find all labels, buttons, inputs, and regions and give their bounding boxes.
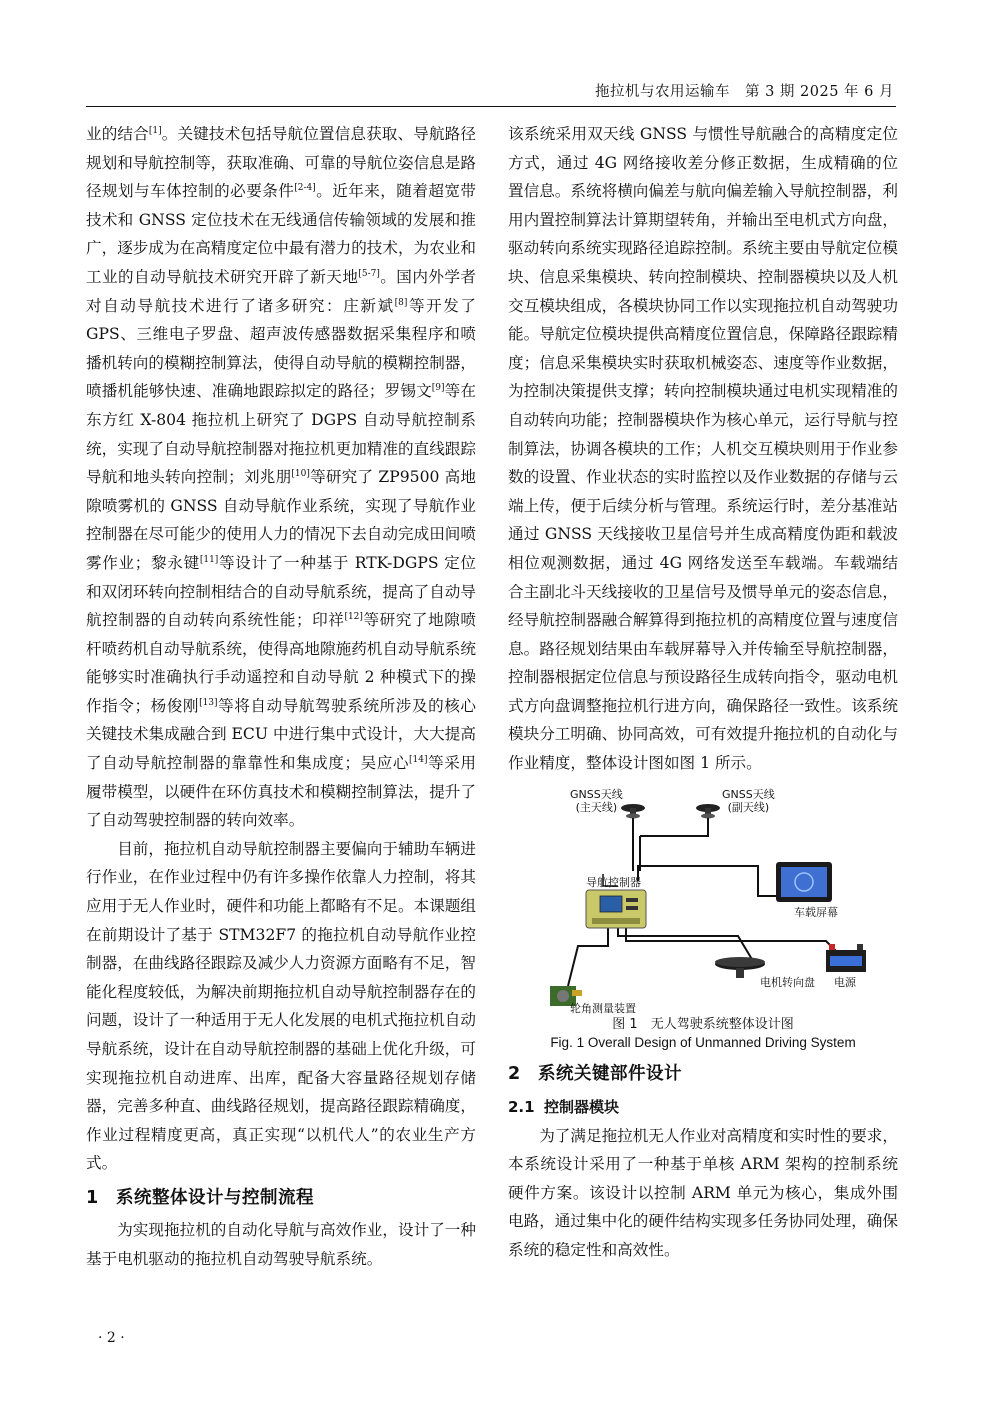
citation[interactable]: [12] <box>344 612 363 623</box>
label-power: 电源 <box>834 975 856 989</box>
subsection-title: 控制器模块 <box>544 1097 620 1116</box>
gnss-main-antenna-icon <box>621 804 645 819</box>
header-rule <box>86 106 896 107</box>
citation[interactable]: [2-4] <box>294 183 316 194</box>
citation[interactable]: [10] <box>291 469 310 480</box>
section-number: 2 <box>508 1063 521 1084</box>
gnss-sub-antenna-icon <box>696 804 720 819</box>
paragraph-section-1: 为实现拖拉机的自动化导航与高效作业，设计了一种基于电机驱动的拖拉机自动驾驶导航系统。 <box>86 1220 476 1268</box>
section-title: 系统关键部件设计 <box>538 1063 682 1084</box>
citation[interactable]: [5-7] <box>358 268 380 279</box>
section-1-heading <box>86 1182 476 1214</box>
paragraph-intro: 业的结合[1]。关键技术包括导航位置信息获取、导航路径规划和导航控制等，获取准确、可靠的导航位姿信息是路径规划与车体控制的必要条件[2-4]。近年来，随着超宽带技术和 GNSS 定位技术在无线通信传输领域的发展和推广，逐步成为在高精度定位中最有潜力的技术，为农业和工业的自动导航技术研究开辟了新天地[5-7]。国内外学者对自动导航技术进行了诸多研究：庄新斌[8]等开发了 GPS、三维电子罗盘、超声波传感器数据采集程序和喷播机转向的模糊控制算法，使得自动导航的模糊控制器，喷播机能够快速、准确地跟踪拟定的路径；罗锡文[9]等在东方红 X-804 拖拉机上研究了 DGPS 自动导航控制系统，实现了自动导航控制器对拖拉机更加精准的直线跟踪导航和地头转向控制；刘兆朋[10]等研究了 ZP9500 高地隙喷雾机的 GNSS 自动导航作业系统，实现了导航作业控制器在尽可能少的使用人力的情况下去自动完成田间喷雾作业；黎永键[11]等设计了一种基于 RTK-DGPS 定位和双闭环转向控制相结合的自动导航系统，提高了自动导航控制器的自动转向系统性能；印祥[12]等研究了地隙喷杆喷药机自动导航系统，使得高地隙施药机自动导航系统能够实时准确执行手动遥控和自动导航 2 种模式下的操作指令；杨俊刚[13]等将自动导航驾驶系统所涉及的核心关键技术集成融合到 ECU 中进行集中式设计，大大提高了自动导航控制器的靠靠性和集成度；吴应心[14]等采用履带模型，以硬件在环仿真技术和模糊控制算法，提升了了自动驾驶控制器的转向效率。 <box>86 125 476 830</box>
section-number: 1 <box>86 1187 99 1208</box>
label-navigation-controller: 导航控制器 <box>586 875 641 889</box>
vehicle-screen-icon <box>776 862 832 902</box>
power-battery-icon <box>826 944 866 972</box>
paragraph-current-status: 目前，拖拉机自动导航控制器主要偏向于辅助车辆进行作业，在作业过程中仍有许多操作依靠人力控制，将其应用于无人作业时，硬件和功能上都略有不足。本课题组在前期设计了基于 STM32F7 的拖拉机自动导航作业控制器，在曲线路径跟踪及减少人力资源方面略有不足，智能化程度较低，为解决前期拖拉机自动导航控制器存在的问题，设计了一种适用于无人化发展的电机式拖拉机自动导航系统，设计在自动导航控制器的基础上优化升级，可实现拖拉机自动进库、出库，配备大容量路径规划存储器，完善多种直、曲线路径规划，提高路径跟踪精确度，作业过程精度更高，真正实现“以机代人”的农业生产方式。 <box>86 839 476 1173</box>
citation[interactable]: [8] <box>394 297 408 308</box>
subsection-number: 2.1 <box>508 1097 535 1116</box>
section-2-heading <box>508 1058 898 1090</box>
figure-caption-en: Fig. 1 Overall Design of Unmanned Driving System <box>550 1034 856 1050</box>
paragraph-system-description: 该系统采用双天线 GNSS 与惯性导航融合的高精度定位方式，通过 4G 网络接收差分修正数据，生成精确的位置信息。系统将横向偏差与航向偏差输入导航控制器，利用内置控制算法计算期望转角，并输出至电机式方向盘，驱动转向系统实现路径追踪控制。系统主要由导航定位模块、信息采集模块、转向控制模块、控制器模块以及人机交互模块组成，各模块协同工作以实现拖拉机自动驾驶功能。导航定位模块提供高精度位置信息，保障路径跟踪精度；信息采集模块实时获取机械姿态、速度等作业数据，为控制决策提供支撑；转向控制模块通过电机实现精准的自动转向功能；控制器模块作为核心单元，运行导航与控制算法，协调各模块的工作；人机交互模块则用于作业参数的设置、作业状态的实时监控以及作业数据的存储与云端上传，便于后续分析与管理。系统运行时，差分基准站通过 GNSS 天线接收卫星信号并生成高精度伪距和载波相位观测数据，通过 4G 网络发送至车载端。车载端结合主副北斗天线接收的卫星信号及惯导单元的姿态信息，经导航控制器融合解算得到拖拉机的高精度位置与速度信息。路径规划结果由车载屏幕导入并传输至导航控制器，控制器根据定位信息与预设路径生成转向指令，驱动电机式方向盘调整拖拉机行进方向，确保路径一致性。该系统模块分工明确、协同高效，可有效提升拖拉机的自动化与作业精度，整体设计图如图 1 所示。 <box>508 125 898 773</box>
label-gnss-sub: GNSS天线 (副天线) <box>722 787 775 814</box>
navigation-controller-icon <box>586 890 646 928</box>
subsection-2-1-heading <box>508 1092 898 1122</box>
figure-1 <box>508 786 898 1016</box>
figure-caption-cn: 图 1 无人驾驶系统整体设计图 <box>612 1016 794 1032</box>
section-title: 系统整体设计与控制流程 <box>116 1187 314 1208</box>
citation[interactable]: [11] <box>199 554 219 565</box>
paragraph-controller-module: 为了满足拖拉机无人作业对高精度和实时性的要求，本系统设计采用了一种基于单核 ARM 架构的控制系统硬件方案。该设计以控制 ARM 单元为核心，集成外围电路，通过集中化的硬件结构实现多任务协同处理，确保系统的稳定性和高效性。 <box>508 1126 898 1260</box>
journal-header: 拖拉机与农用运输车 第 3 期 2025 年 6 月 <box>594 84 894 100</box>
left-column <box>86 120 476 1273</box>
citation[interactable]: [14] <box>409 755 428 766</box>
citation[interactable]: [9] <box>431 383 445 394</box>
page-number: · 2 · <box>98 1330 125 1346</box>
label-wheel-angle-sensor: 轮角测量装置 <box>570 1001 636 1015</box>
right-column <box>508 120 898 1265</box>
citation[interactable]: [1] <box>148 126 162 136</box>
label-vehicle-screen: 车载屏幕 <box>794 905 838 919</box>
citation[interactable]: [13] <box>199 697 218 708</box>
motor-steering-wheel-icon <box>715 957 765 978</box>
running-header <box>0 80 992 104</box>
label-motor-steering-wheel: 电机转向盘 <box>760 975 815 989</box>
label-gnss-main: GNSS天线 (主天线) <box>570 787 623 814</box>
